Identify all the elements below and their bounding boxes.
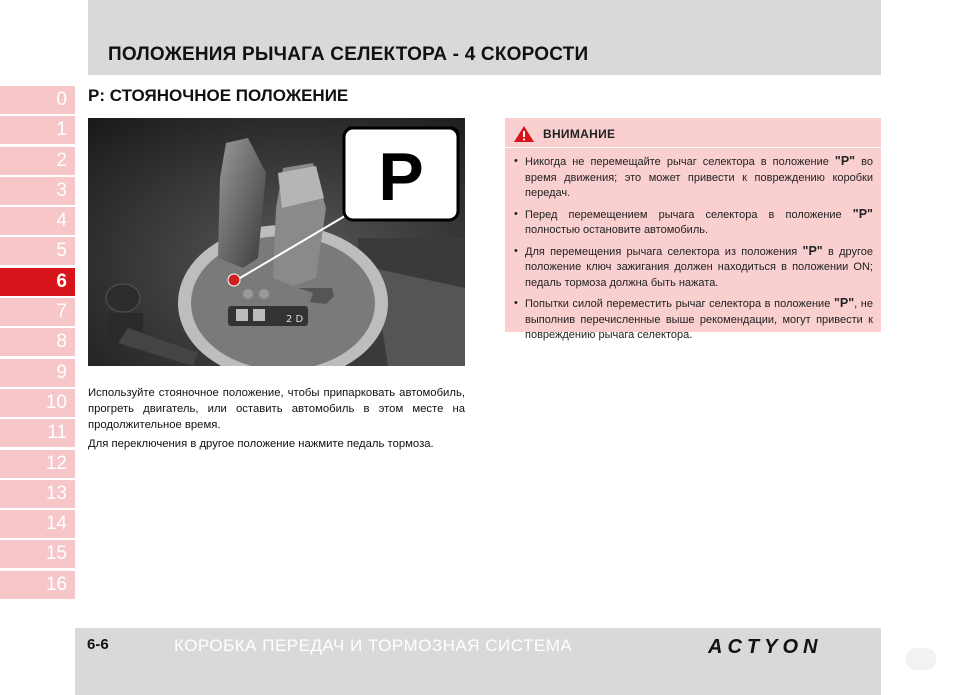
warning-divider bbox=[505, 147, 881, 148]
callout-letter: P bbox=[378, 139, 424, 215]
body-paragraph-1: Используйте стояночное положение, чтобы припарковать автомобиль, прогреть двигатель, или оставить автомобиль в этом месте на продолжительное время. bbox=[88, 387, 465, 431]
chapter-tab-3[interactable]: 3 bbox=[0, 177, 75, 205]
warning-triangle-icon bbox=[513, 125, 535, 143]
page-title: ПОЛОЖЕНИЯ РЫЧАГА СЕЛЕКТОРА - 4 СКОРОСТИ bbox=[108, 44, 589, 65]
actyon-logo bbox=[708, 636, 870, 656]
corner-mark bbox=[906, 648, 936, 670]
svg-text:ACTYON: ACTYON bbox=[708, 636, 823, 656]
chapter-tab-6[interactable]: 6 bbox=[0, 268, 75, 296]
chapter-tab-13[interactable]: 13 bbox=[0, 480, 75, 508]
chapter-tab-7[interactable]: 7 bbox=[0, 298, 75, 326]
warning-item: • Для перемещения рычага селектора из положения "P" в другое положение ключ зажигания должен находиться в положении ON; педаль тормоза должна быть нажата. bbox=[513, 244, 873, 292]
footer-bar bbox=[75, 628, 881, 695]
warning-item: • Перед перемещением рычага селектора в положение "P" полностью остановите автомобиль. bbox=[513, 207, 873, 239]
warning-title: ВНИМАНИЕ bbox=[543, 127, 616, 141]
chapter-tab-4[interactable]: 4 bbox=[0, 207, 75, 235]
chapter-sidebar bbox=[0, 86, 75, 601]
chapter-tab-15[interactable]: 15 bbox=[0, 540, 75, 568]
chapter-tab-1[interactable]: 1 bbox=[0, 116, 75, 144]
chapter-tab-2[interactable]: 2 bbox=[0, 147, 75, 175]
gear-selector-photo bbox=[88, 118, 465, 366]
page-number: 6-6 bbox=[87, 636, 109, 653]
warning-item: • Никогда не перемещайте рычаг селектора в положение "P" во время движения; это может привести к повреждению коробки передач. bbox=[513, 154, 873, 202]
chapter-tab-16[interactable]: 16 bbox=[0, 571, 75, 599]
chapter-tab-9[interactable]: 9 bbox=[0, 359, 75, 387]
chapter-title: КОРОБКА ПЕРЕДАЧ И ТОРМОЗНАЯ СИСТЕМА bbox=[174, 636, 573, 655]
chapter-tab-12[interactable]: 12 bbox=[0, 450, 75, 478]
warning-header bbox=[513, 124, 873, 144]
warning-list bbox=[513, 154, 873, 344]
body-text bbox=[88, 385, 465, 455]
chapter-tab-8[interactable]: 8 bbox=[0, 328, 75, 356]
svg-text:2 D: 2 D bbox=[286, 314, 304, 325]
header-bar bbox=[88, 0, 881, 75]
warning-box bbox=[505, 118, 881, 341]
chapter-tab-5[interactable]: 5 bbox=[0, 237, 75, 265]
warning-item: • Попытки силой переместить рычаг селектора в положение "P", не выполнив перечисленные выше рекомендации, могут привести к повреждению рычага селектора. bbox=[513, 296, 873, 344]
chapter-tab-10[interactable]: 10 bbox=[0, 389, 75, 417]
section-title: P: СТОЯНОЧНОЕ ПОЛОЖЕНИЕ bbox=[88, 86, 349, 105]
gear-selector-illustration bbox=[88, 118, 465, 366]
chapter-tab-11[interactable]: 11 bbox=[0, 419, 75, 447]
body-paragraph-2: Для переключения в другое положение нажмите педаль тормоза. bbox=[88, 438, 434, 450]
chapter-tab-14[interactable]: 14 bbox=[0, 510, 75, 538]
chapter-tab-0[interactable]: 0 bbox=[0, 86, 75, 114]
